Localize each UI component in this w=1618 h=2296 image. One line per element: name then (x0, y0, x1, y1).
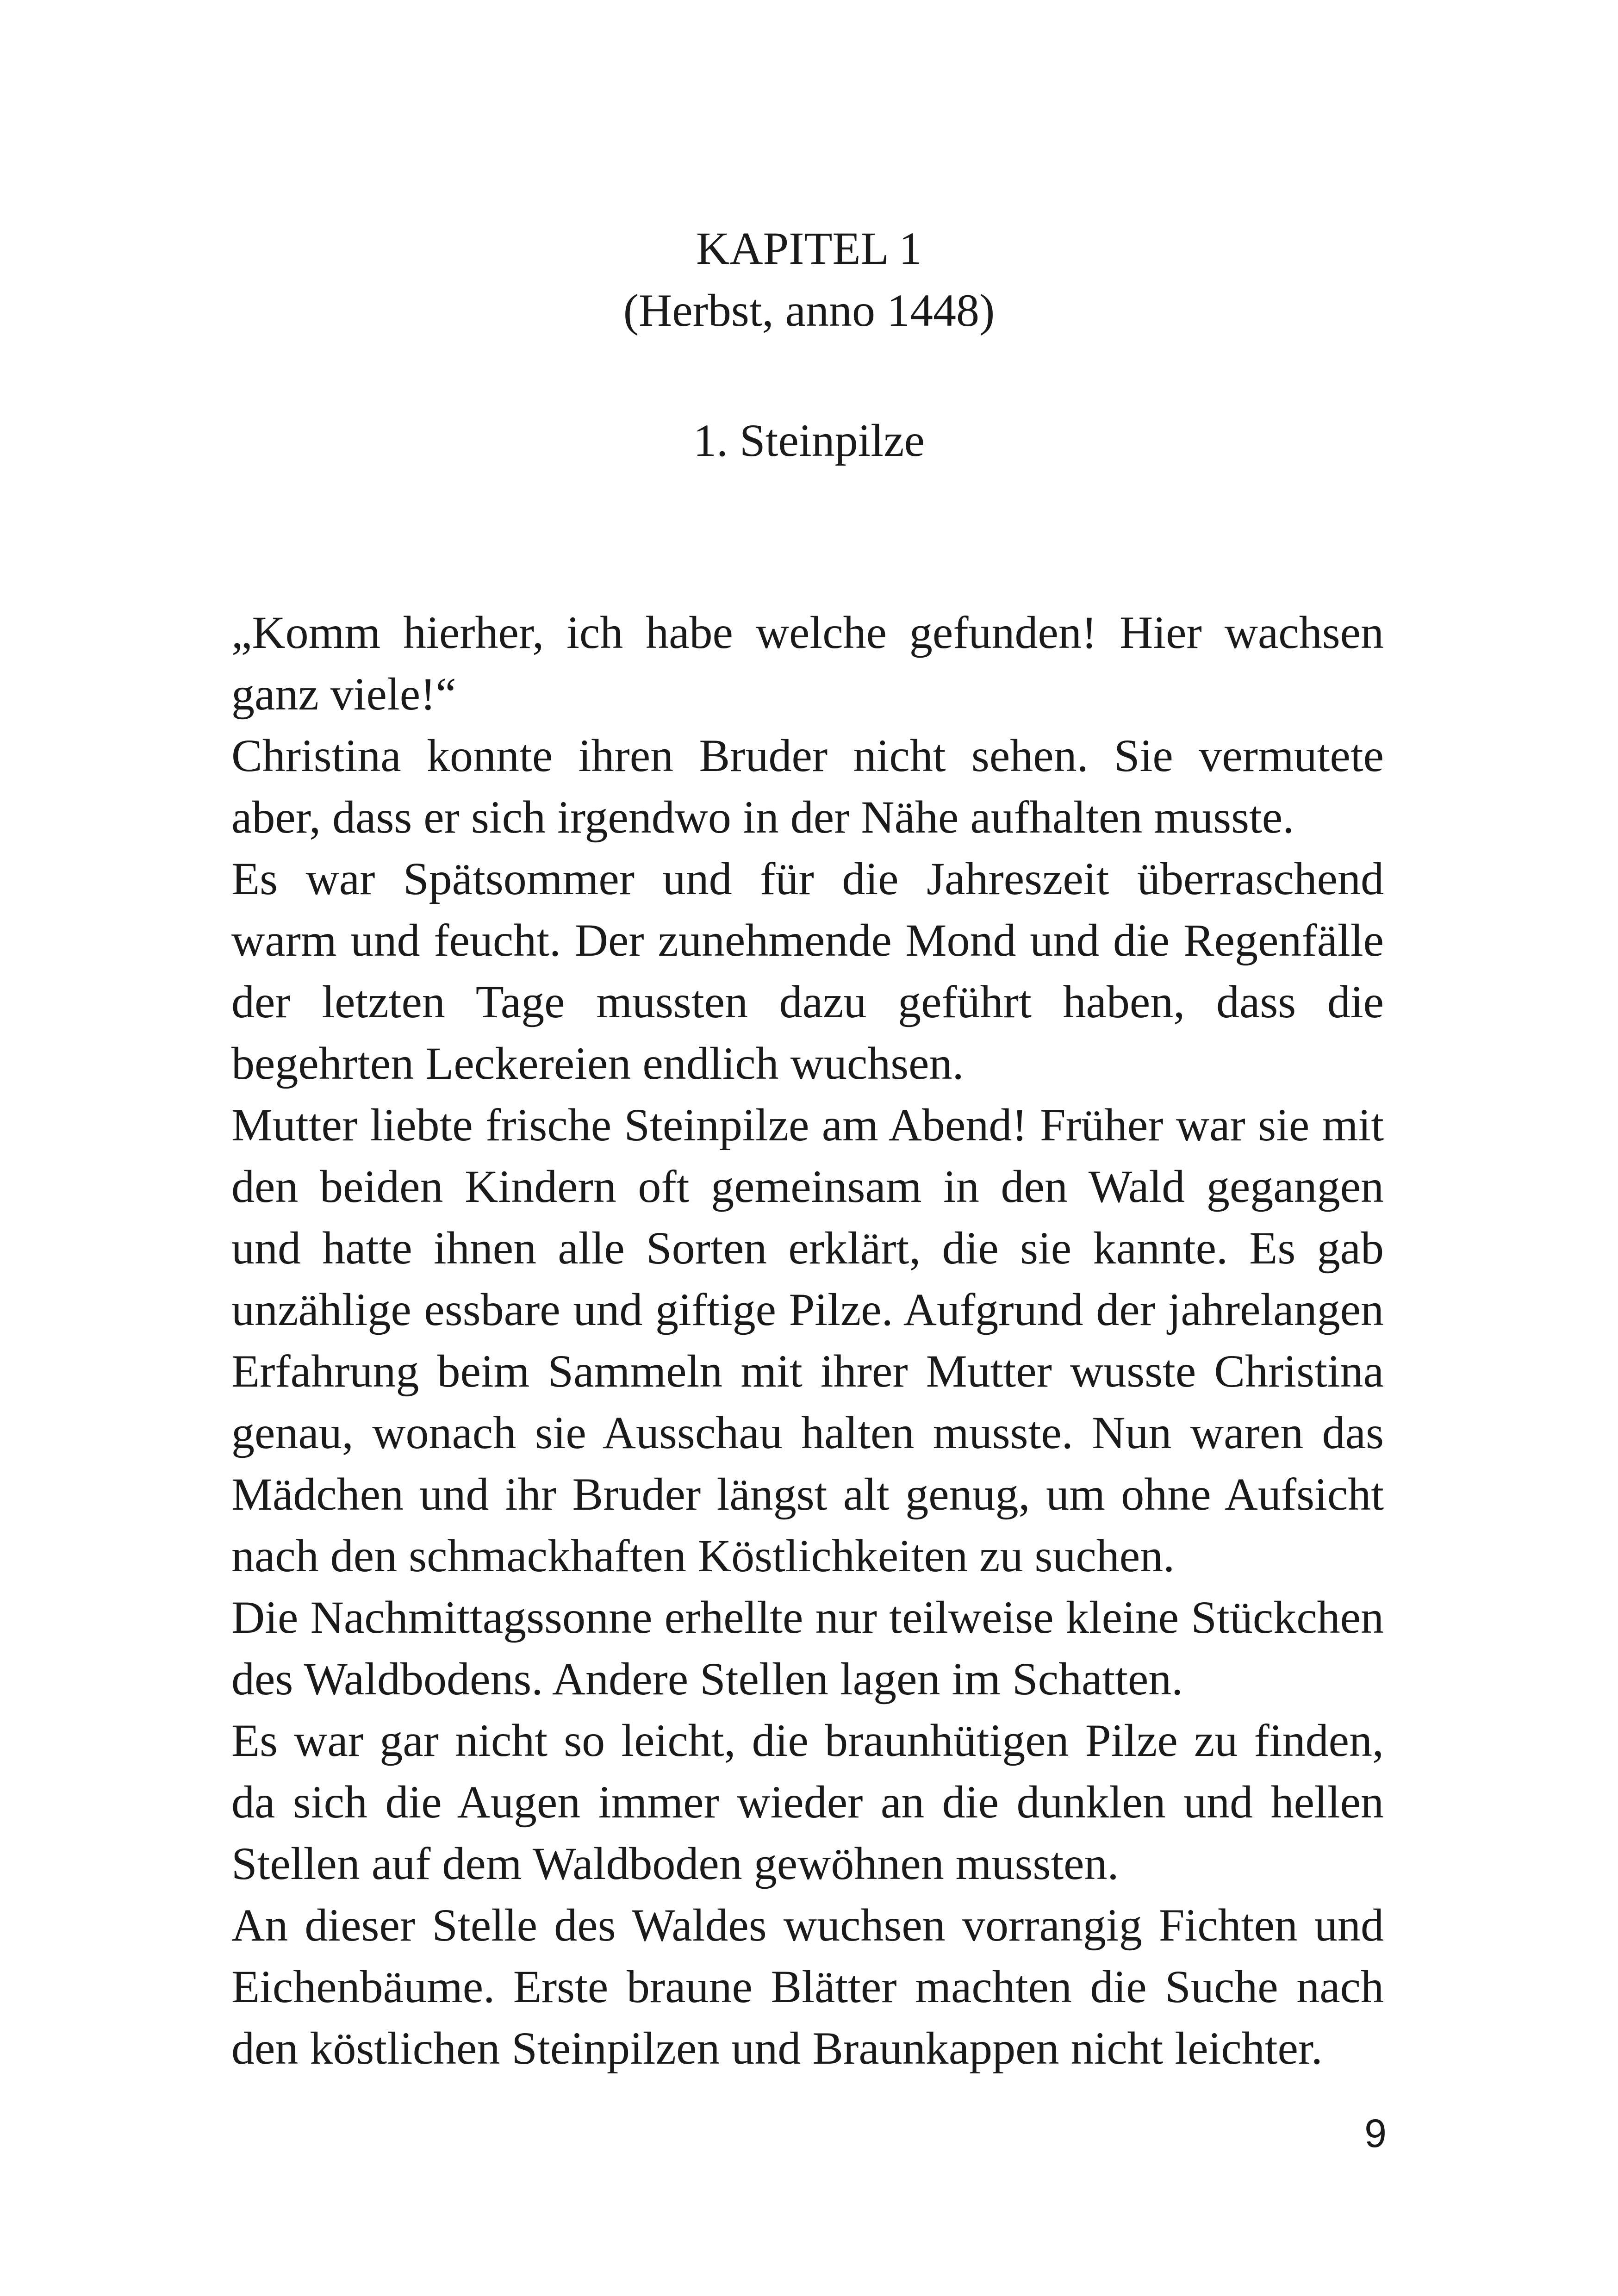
paragraph: Es war gar nicht so leicht, die braunhütigen Pilze zu finden, da sich die Augen immer wieder an die dunklen und hellen Stellen auf dem Waldboden gewöhnen mussten. (231, 1715, 1384, 1889)
paragraph: Mutter liebte frische Steinpilze am Abend! Früher war sie mit den beiden Kindern oft gemeinsam in den Wald gegangen und hatte ihnen alle Sorten erklärt, die sie kannte. Es gab unzählige essbare und giftige Pilze. Aufgrund der jahrelangen Erfahrung beim Sammeln mit ihrer Mutter wusste Christina genau, wonach sie Ausschau halten musste. Nun waren das Mädchen und ihr Bruder längst alt genug, um ohne Aufsicht nach den schmackhaften Köstlichkeiten zu suchen. (231, 1099, 1384, 1581)
paragraph: „Komm hierher, ich habe welche gefunden! Hier wachsen ganz viele!“ (231, 607, 1384, 720)
section-title: 1. Steinpilze (693, 415, 925, 466)
body-text (231, 602, 1384, 2079)
paragraph: An dieser Stelle des Waldes wuchsen vorrangig Fichten und Eichenbäume. Erste braune Blätter machten die Suche nach den köstlichen Steinpilzen und Braunkappen nicht leichter. (231, 1899, 1384, 2074)
paragraph: Es war Spätsommer und für die Jahreszeit überraschend warm und feucht. Der zunehmende Mond und die Regenfälle der letzten Tage mussten dazu geführt haben, dass die begehrten Leckereien endlich wuchsen. (231, 853, 1384, 1089)
paragraph: Die Nachmittagssonne erhellte nur teilweise kleine Stückchen des Waldbodens. Andere Stellen lagen im Schatten. (231, 1592, 1384, 1705)
paragraph: Christina konnte ihren Bruder nicht sehen. Sie vermutete aber, dass er sich irgendwo in der Nähe aufhalten musste. (231, 730, 1384, 843)
page-number: 9 (1364, 2111, 1387, 2156)
chapter-title: KAPITEL 1 (696, 223, 922, 274)
chapter-heading (0, 218, 1618, 342)
chapter-subtitle: (Herbst, anno 1448) (623, 285, 995, 336)
